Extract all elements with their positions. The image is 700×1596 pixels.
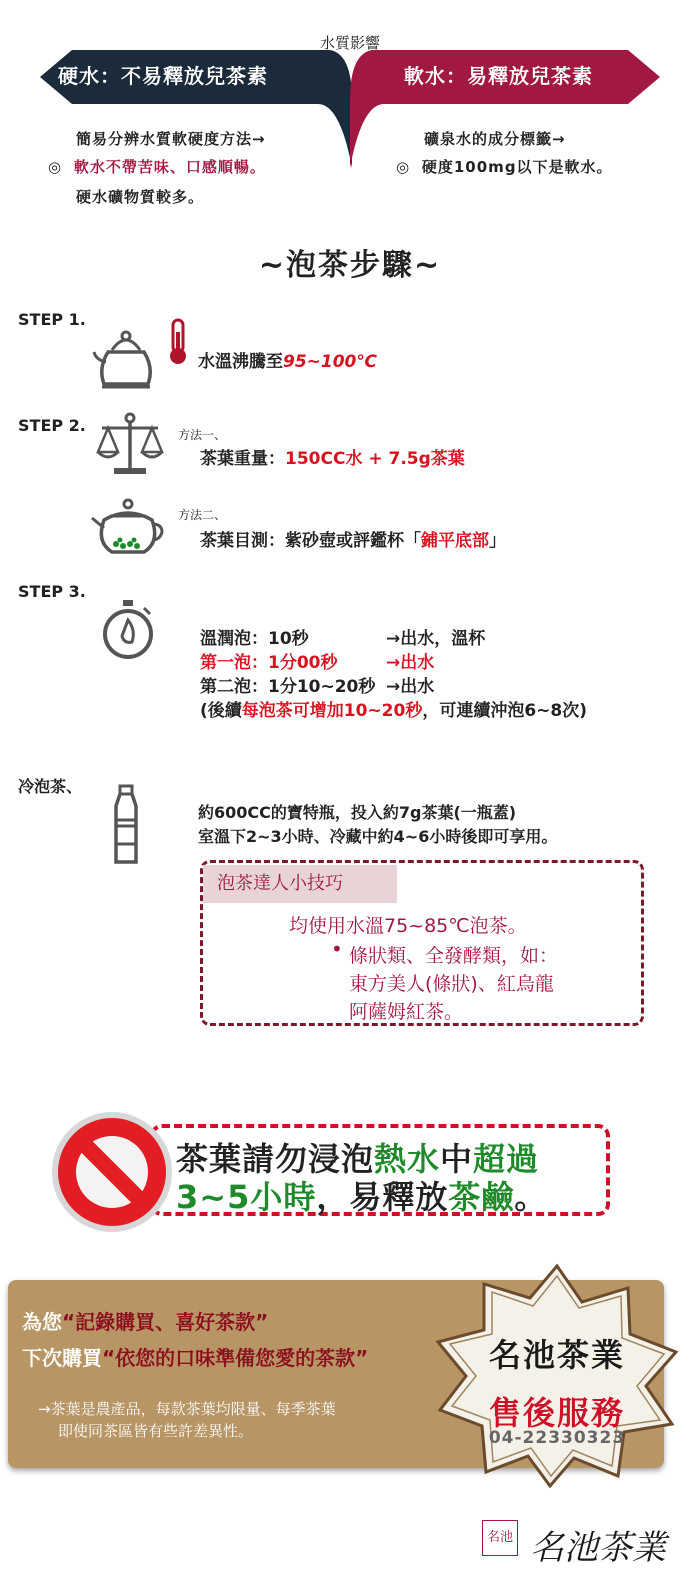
water-left-line1: 簡易分辨水質軟硬度方法→ (76, 130, 266, 148)
warning-l2b: ，易釋放 (316, 1178, 449, 1216)
step3-row1-b: →出水，溫杯 (386, 629, 486, 649)
service-note2: 即使同茶區皆有些許差異性。 (58, 1422, 254, 1440)
water-right-line1: 礦泉水的成分標籤→ (424, 130, 566, 148)
hard-water-banner: 硬水：不易釋放兒茶素 (58, 64, 268, 88)
step1-label: STEP 1. (18, 310, 86, 329)
soft-water-banner: 軟水：易釋放兒茶素 (404, 64, 593, 88)
warning-line2 (176, 1172, 547, 1218)
step3-row2-b: →出水 (386, 653, 435, 673)
step1-temp: 95~100℃ (283, 352, 377, 372)
tips-box (200, 860, 644, 1026)
step2-method2 (200, 526, 506, 551)
tips-line2: 條狀類、全發酵類，如： (349, 945, 559, 967)
footer-seal-text: 名池 (486, 1530, 513, 1545)
tips-line4: 阿薩姆紅茶。 (349, 1001, 464, 1023)
water-right-line2 (396, 156, 613, 177)
circle-mark-icon: ◎ (48, 158, 62, 176)
step2-method1-label: 茶葉重量： (200, 449, 285, 469)
service-line1-b: “記錄購買、喜好茶款” (62, 1310, 269, 1334)
prohibited-icon (50, 1110, 174, 1234)
steps-title: ~泡茶步驟~ (258, 248, 442, 283)
step3-row4-b: 每泡茶可增加10~20秒 (241, 701, 423, 721)
service-phone: 04-22330323 (488, 1428, 626, 1448)
scale-icon (96, 412, 164, 476)
step3-row4-a: (後續 (200, 701, 242, 721)
step2-method2-title: 方法二、 (178, 508, 227, 522)
step2-label: STEP 2. (18, 416, 86, 435)
step2-method1 (200, 444, 465, 469)
circle-mark-icon: ◎ (396, 158, 410, 176)
step2-method2-end: 」 (489, 531, 506, 551)
water-left-line3: 硬水礦物質較多。 (76, 188, 205, 206)
service-line2-a: 下次購買 (22, 1346, 102, 1370)
warning-l1c: 中 (440, 1140, 474, 1178)
tips-title: 泡茶達人小技巧 (203, 865, 397, 903)
service-badge-shape (432, 1262, 682, 1490)
stopwatch-icon (100, 598, 156, 660)
cold-brew-label: 冷泡茶、 (18, 777, 83, 796)
water-title: 水質影響 (319, 34, 380, 52)
step2-method1-value: 150CC水 + 7.5g茶葉 (285, 449, 465, 469)
step2-method1-title: 方法一、 (178, 428, 227, 442)
cold-brew-line2: 室溫下2~3小時、冷藏中約4~6小時後即可享用。 (198, 827, 558, 846)
service-note1: →茶葉是農產品，每款茶葉均限量、每季茶葉 (38, 1400, 336, 1418)
warning-l1a: 茶葉請勿浸泡 (176, 1140, 375, 1178)
footer-logo-text: 名池茶業 (530, 1528, 666, 1568)
step3-row3-b: →出水 (386, 677, 435, 697)
step3-row2-a: 第一泡：1分00秒 (200, 653, 338, 673)
teapot-icon (90, 498, 164, 556)
service-brand: 名池茶業 (488, 1336, 625, 1374)
step2-method2-label: 茶葉目測：紫砂壺或評鑑杯「 (200, 531, 421, 551)
soft-water-hardness: 硬度100mg以下是軟水。 (421, 158, 613, 176)
step2-method2-value: 鋪平底部 (421, 531, 489, 551)
step1-text-label: 水溫沸騰至 (198, 352, 283, 372)
warning-l1d: 超過 (473, 1140, 540, 1178)
service-line2 (22, 1342, 368, 1371)
warning-l1b: 熱水 (374, 1140, 441, 1178)
tips-bullet: • (331, 937, 343, 961)
footer-seal (482, 1520, 518, 1556)
tips-line3: 東方美人(條狀)、紅烏龍 (349, 973, 554, 995)
step1-text (198, 347, 377, 372)
thermometer-icon (166, 318, 190, 366)
service-line1-a: 為您 (22, 1310, 62, 1334)
step3-row3-a: 第二泡：1分10~20秒 (200, 677, 376, 697)
soft-water-taste: 軟水不帶苦味、口感順暢。 (73, 158, 266, 176)
water-section (0, 0, 700, 220)
kettle-icon (92, 328, 160, 390)
service-line1 (22, 1306, 268, 1335)
warning-l2a: 3~5小時 (176, 1178, 317, 1216)
tips-line1: 均使用水溫75~85℃泡茶。 (289, 915, 527, 937)
warning-l2c: 茶鹼 (448, 1178, 515, 1216)
service-line2-b: “依您的口味準備您愛的茶款” (102, 1346, 369, 1370)
water-left-line2 (48, 156, 266, 177)
warning-l2d: 。 (514, 1178, 548, 1216)
step3-row1-a: 溫潤泡：10秒 (200, 629, 309, 649)
bottle-icon (106, 784, 146, 866)
service-after-sales: 售後服務 (488, 1394, 625, 1432)
step3-label: STEP 3. (18, 582, 86, 601)
step3-row4-c: ，可連續沖泡6~8次) (422, 701, 588, 721)
step3-row4 (200, 696, 587, 721)
cold-brew-line1: 約600CC的寶特瓶，投入約7g茶葉(一瓶蓋) (198, 803, 517, 822)
